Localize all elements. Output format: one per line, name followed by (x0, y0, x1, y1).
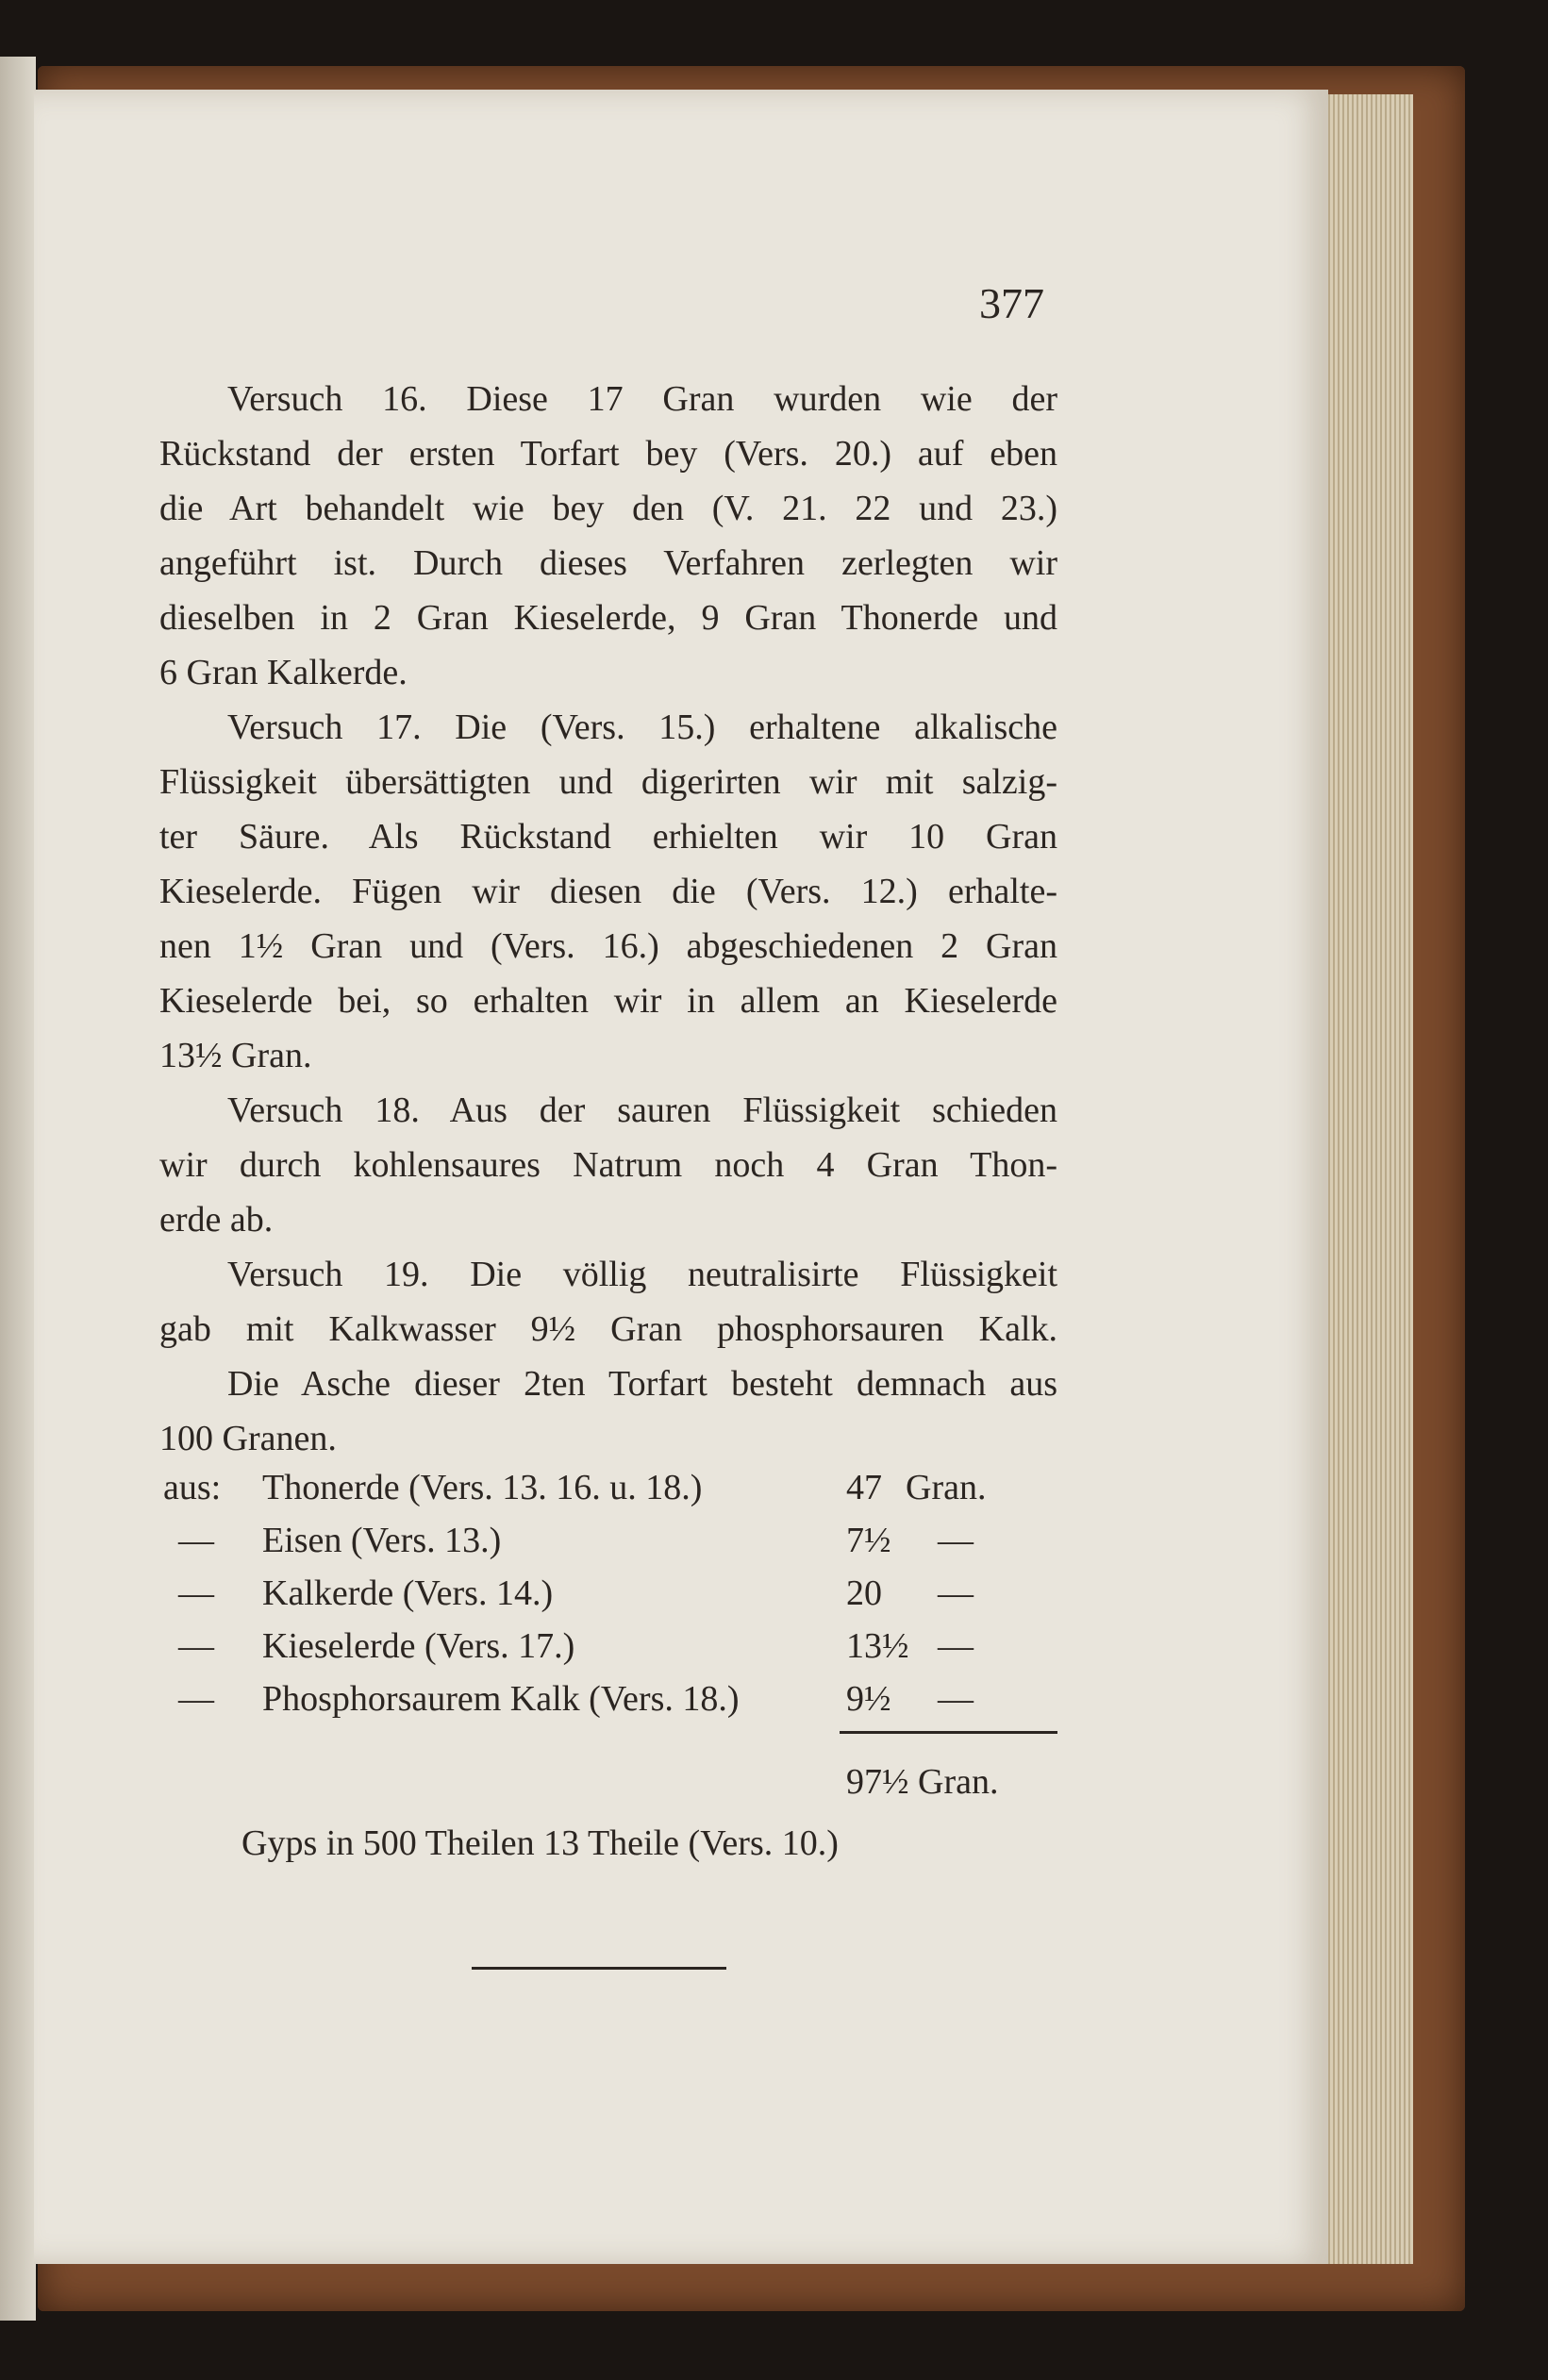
text-line: Versuch 16. Diese 17 Gran wurden wie der (227, 379, 1057, 419)
sum-rule (840, 1731, 1057, 1734)
end-rule (472, 1967, 726, 1970)
table-row-unit: — (938, 1521, 974, 1560)
page-content (0, 90, 1328, 2264)
text-line: Flüssigkeit übersättigten und digerirten wir mit salzig- (159, 762, 1057, 802)
footnote-text: Gyps in 500 Theilen 13 Theile (Vers. 10.) (241, 1823, 839, 1863)
text-line: Versuch 19. Die völlig neutralisirte Flüssigkeit (227, 1255, 1057, 1294)
text-line: die Art behandelt wie bey den (V. 21. 22 und 23.) (159, 489, 1057, 528)
text-line: Kieselerde bei, so erhalten wir in allem an Kieselerde (159, 981, 1057, 1021)
text-line: angeführt ist. Durch dieses Verfahren zerlegten wir (159, 543, 1057, 583)
text-line: 100 Granen. (159, 1419, 337, 1458)
text-line: erde ab. (159, 1200, 274, 1240)
page-edges (1321, 94, 1413, 2264)
table-row-unit: Gran. (906, 1468, 987, 1507)
text-line: gab mit Kalkwasser 9½ Gran phosphorsauren Kalk. (159, 1309, 1057, 1349)
table-prefix: aus: (163, 1468, 222, 1507)
text-line: ter Säure. Als Rückstand erhielten wir 10 Gran (159, 817, 1057, 857)
table-row-lead: — (178, 1626, 214, 1666)
table-row-value: 7½ (846, 1521, 891, 1560)
text-line: Rückstand der ersten Torfart bey (Vers. 20.) auf eben (159, 434, 1057, 474)
text-line: 6 Gran Kalkerde. (159, 653, 408, 692)
table-row-lead: — (178, 1679, 214, 1719)
text-line: wir durch kohlensaures Natrum noch 4 Gran Thon- (159, 1145, 1057, 1185)
text-line: Kieselerde. Fügen wir diesen die (Vers. 12.) erhalte- (159, 872, 1057, 911)
table-row-value: 47 (846, 1468, 882, 1507)
text-line: 13½ Gran. (159, 1036, 312, 1075)
table-row-name: Kalkerde (Vers. 14.) (262, 1573, 554, 1613)
table-row-unit: — (938, 1573, 974, 1613)
table-row-value: 9½ (846, 1679, 891, 1719)
text-line: nen 1½ Gran und (Vers. 16.) abgeschiedenen 2 Gran (159, 926, 1057, 966)
table-row-name: Thonerde (Vers. 13. 16. u. 18.) (262, 1468, 703, 1507)
table-row-lead: — (178, 1521, 214, 1560)
table-row-value: 20 (846, 1573, 882, 1613)
table-row-name: Eisen (Vers. 13.) (262, 1521, 502, 1560)
table-row-unit: — (938, 1626, 974, 1666)
text-line: dieselben in 2 Gran Kieselerde, 9 Gran Thonerde und (159, 598, 1057, 638)
table-row-unit: — (938, 1679, 974, 1719)
page-number: 377 (979, 279, 1044, 327)
book-page (34, 90, 1328, 2264)
text-line: Versuch 18. Aus der sauren Flüssigkeit schieden (227, 1090, 1057, 1130)
table-row-value: 13½ (846, 1626, 909, 1666)
table-row-lead: — (178, 1573, 214, 1613)
table-total: 97½ Gran. (846, 1762, 999, 1802)
text-line: Die Asche dieser 2ten Torfart besteht demnach aus (227, 1364, 1057, 1404)
text-line: Versuch 17. Die (Vers. 15.) erhaltene alkalische (227, 707, 1057, 747)
table-row-name: Kieselerde (Vers. 17.) (262, 1626, 575, 1666)
table-row-name: Phosphorsaurem Kalk (Vers. 18.) (262, 1679, 740, 1719)
